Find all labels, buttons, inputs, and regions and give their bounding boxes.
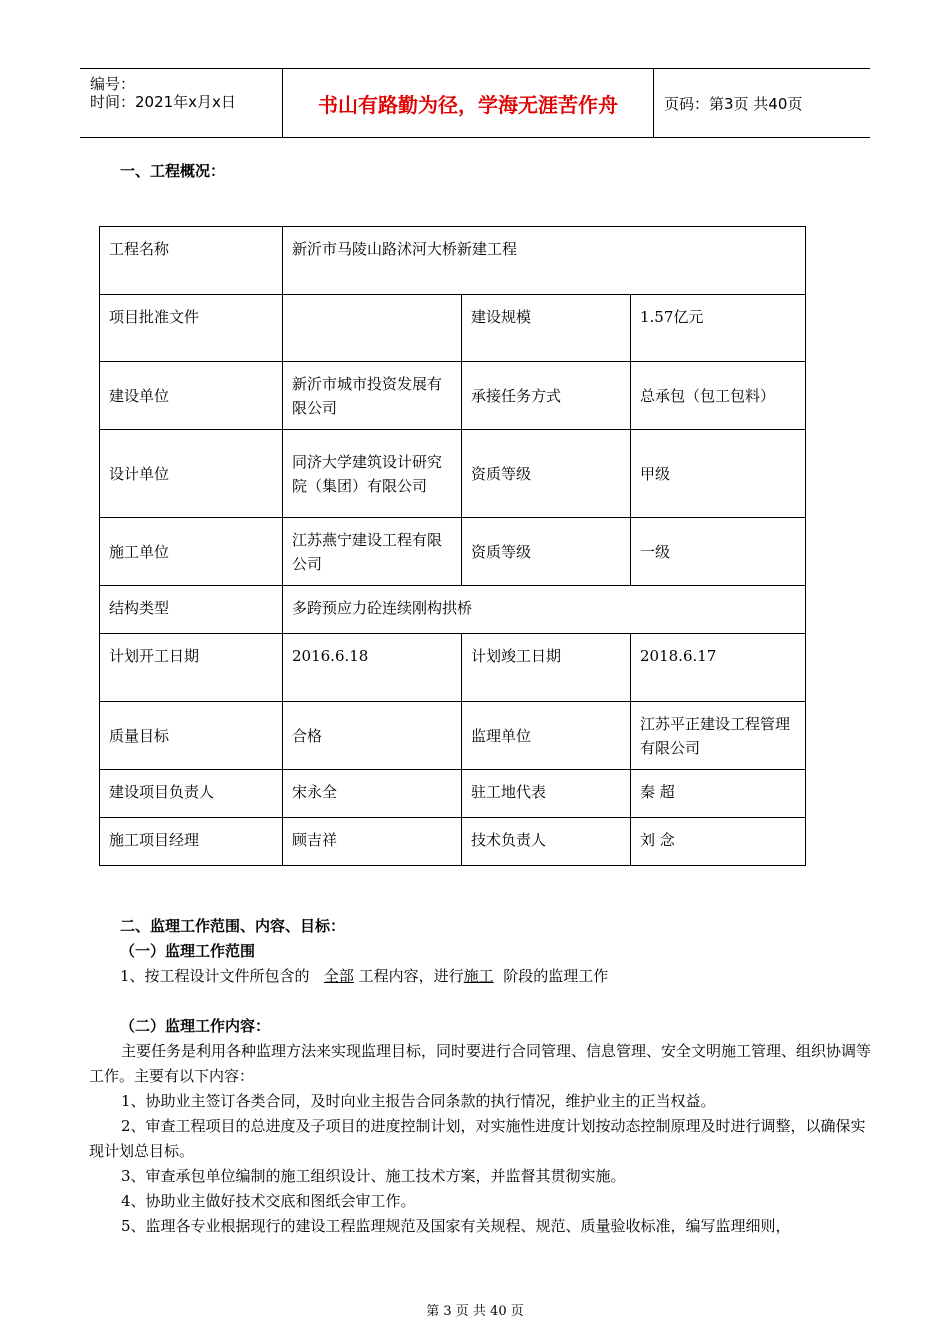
scope-pre: 1、按工程设计文件所包含的	[120, 967, 310, 985]
content-intro: 主要任务是利用各种监理方法来实现监理目标，同时要进行合同管理、信息管理、安全文明施工管理、组织协调等工作。主要有以下内容：	[89, 1042, 872, 1085]
design-qual-value: 甲级	[631, 430, 806, 518]
design-value: 同济大学建筑设计研究院（集团）有限公司	[283, 430, 462, 518]
finish-date-label: 计划竣工日期	[462, 634, 631, 702]
builder-label: 建设单位	[100, 362, 283, 430]
content-item-4: 4、协助业主做好技术交底和图纸会审工作。	[121, 1192, 416, 1210]
construction-qual-label: 资质等级	[462, 518, 631, 586]
site-rep-label: 驻工地代表	[462, 770, 631, 818]
section-2-title: 二、监理工作范围、内容、目标：	[120, 917, 346, 935]
tech-lead-value: 刘 念	[631, 818, 806, 866]
approval-label: 项目批准文件	[100, 295, 283, 362]
time-label: 时间：2021年x月x日	[90, 93, 236, 111]
construction-qual-value: 一级	[631, 518, 806, 586]
pm-label: 施工项目经理	[100, 818, 283, 866]
builder-value: 新沂市城市投资发展有限公司	[283, 362, 462, 430]
construction-value: 江苏燕宁建设工程有限公司	[283, 518, 462, 586]
content-item-3: 3、审查承包单位编制的施工组织设计、施工技术方案，并监督其贯彻实施。	[121, 1167, 626, 1185]
content-subtitle: （二）监理工作内容：	[120, 1017, 271, 1035]
contract-mode-label: 承接任务方式	[462, 362, 631, 430]
content-item-1: 1、协助业主签订各类合同，及时向业主报告合同条款的执行情况，维护业主的正当权益。	[121, 1092, 716, 1110]
quality-value: 合格	[283, 702, 462, 770]
header-page-info: 页码：第3页 共40页	[664, 94, 803, 113]
quality-label: 质量目标	[100, 702, 283, 770]
scope-all: 全部	[323, 967, 354, 985]
content-item-2: 2、审查工程项目的总进度及子项目的进度控制计划，对实施性进度计划按动态控制原理及时进行调整，以确保实现计划总目标。	[89, 1117, 866, 1160]
scope-phase: 施工	[463, 967, 494, 985]
header-motto: 书山有路勤为径，学海无涯苦作舟	[283, 69, 654, 137]
construction-label: 施工单位	[100, 518, 283, 586]
project-overview-table	[99, 226, 806, 866]
pm-value: 顾吉祥	[283, 818, 462, 866]
structure-label: 结构类型	[100, 586, 283, 634]
page-footer: 第 3 页 共 40 页	[426, 1304, 524, 1319]
supervisor-label: 监理单位	[462, 702, 631, 770]
scale-value: 1.57亿元	[631, 295, 806, 362]
start-date-label: 计划开工日期	[100, 634, 283, 702]
content-item-5: 5、监理各专业根据现行的建设工程监理规范及国家有关规程、规范、质量验收标准，编写监理细则，	[121, 1217, 791, 1235]
scale-label: 建设规模	[462, 295, 631, 362]
finish-date-value: 2018.6.17	[631, 634, 806, 702]
tech-lead-label: 技术负责人	[462, 818, 631, 866]
scope-line	[120, 964, 902, 989]
header-meta	[80, 69, 283, 137]
structure-value: 多跨预应力砼连续刚构拱桥	[283, 586, 806, 634]
section-1-title: 一、工程概况：	[120, 162, 226, 180]
supervisor-value: 江苏平正建设工程管理有限公司	[631, 702, 806, 770]
scope-mid: 工程内容，进行	[358, 967, 464, 985]
number-label: 编号：	[90, 75, 136, 93]
page-header	[80, 68, 870, 138]
project-name-label: 工程名称	[100, 227, 283, 295]
owner-lead-label: 建设项目负责人	[100, 770, 283, 818]
contract-mode-value: 总承包（包工包料）	[631, 362, 806, 430]
approval-value	[283, 295, 462, 362]
scope-post: 阶段的监理工作	[503, 967, 609, 985]
scope-subtitle: （一）监理工作范围	[120, 942, 256, 960]
start-date-value: 2016.6.18	[283, 634, 462, 702]
design-label: 设计单位	[100, 430, 283, 518]
project-name-value: 新沂市马陵山路沭河大桥新建工程	[283, 227, 806, 295]
owner-lead-value: 宋永全	[283, 770, 462, 818]
site-rep-value: 秦 超	[631, 770, 806, 818]
design-qual-label: 资质等级	[462, 430, 631, 518]
